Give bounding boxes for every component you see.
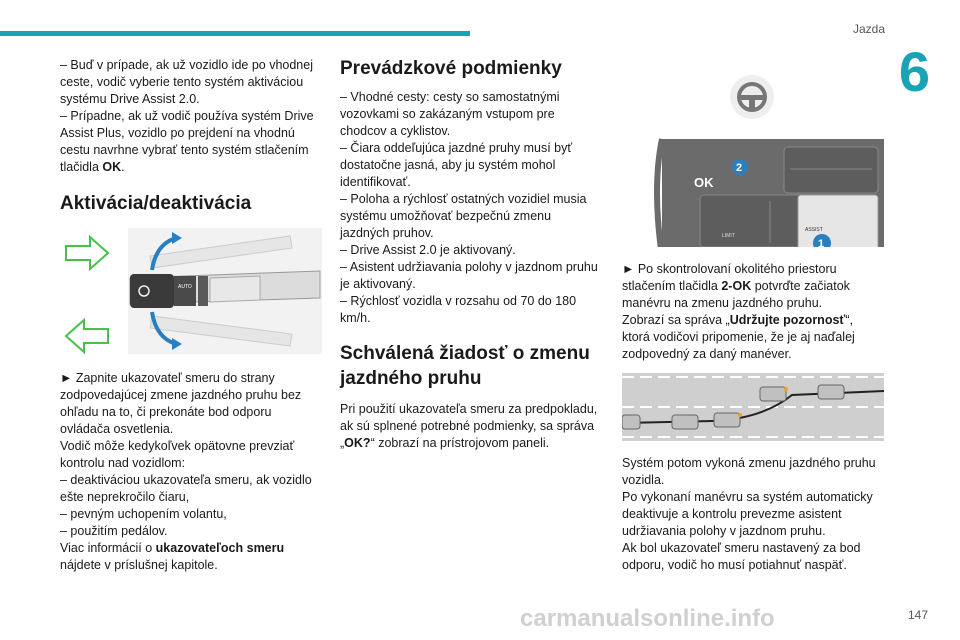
header-accent-bar xyxy=(0,31,470,36)
turn-signal-stalk-illustration xyxy=(60,226,322,356)
condition-5: – Asistent udržiavania polohy v jazdnom pruhu je aktivovaný. xyxy=(340,260,598,291)
attention-message: Zobrazí sa správa „Udržujte pozornosť“, ktorá vodičovi pripomenie, že je aj naďalej zodpovedný za daný manéver. xyxy=(622,313,855,361)
chapter-title: Jazda xyxy=(852,22,885,36)
column-middle xyxy=(340,57,602,452)
final-line-2: Po vykonaní manévru sa systém automaticky deaktivuje a kontrolu prevezme asistent udržiavania polohy v jazdnom pruhu. xyxy=(622,490,873,538)
steering-wheel-controls-illustration xyxy=(622,67,884,247)
ok-button-label: OK xyxy=(694,175,714,190)
page-number: 147 xyxy=(907,608,928,622)
lane-change-illustration xyxy=(622,373,884,441)
action-instruction: ► Zapnite ukazovateľ smeru do strany zodpovedajúcej zmene jazdného pruhu bez ohľadu na to, či prekonáte bod odporu ovládača osvetlenia. xyxy=(60,371,302,436)
intro-line-1: – Buď v prípade, ak už vozidlo ide po vhodnej ceste, vodič vyberie tento systém aktiváciou systému Drive Assist 2.0. xyxy=(60,58,313,106)
body-line-3: – pevným uchopením volantu, xyxy=(60,507,227,521)
svg-text:1: 1 xyxy=(818,238,825,247)
body-line-2: – deaktiváciou ukazovateľa smeru, ak vozidlo ešte neprekročilo čiaru, xyxy=(60,473,312,504)
heading-activation: Aktivácia/deaktivácia xyxy=(60,193,252,214)
column-left xyxy=(60,57,322,574)
heading-approved-request: Schválená žiadosť o zmenu jazdného pruhu xyxy=(340,343,590,389)
final-line-1: Systém potom vykoná zmenu jazdného pruhu vozidla. xyxy=(622,456,876,487)
arrow-right-icon xyxy=(66,237,108,269)
condition-6: – Rýchlosť vozidla v rozsahu od 70 do 180 km/h. xyxy=(340,294,577,325)
svg-text:LIMIT: LIMIT xyxy=(722,233,735,239)
body-line-4: – použitím pedálov. xyxy=(60,524,168,538)
control-panel-icon xyxy=(657,139,884,247)
intro-line-2: – Prípadne, ak už vodič používa systém Drive Assist Plus, vozidlo po prejdení na vhodnú cestu navrhne vybrať tento systém stlačením tlačidla OK. xyxy=(60,109,314,174)
condition-4: – Drive Assist 2.0 je aktivovaný. xyxy=(340,243,516,257)
body-line-1: Vodič môže kedykoľvek opätovne prevziať kontrolu nad vozidlom: xyxy=(60,439,295,470)
condition-1: – Vhodné cesty: cesty so samostatnými vozovkami so zakázaným vstupom pre chodcov a cyklistov. xyxy=(340,90,560,138)
arrow-left-icon xyxy=(66,320,108,352)
svg-text:AUTO: AUTO xyxy=(178,284,192,290)
footer-note: Viac informácií o ukazovateľoch smeru nájdete v príslušnej kapitole. xyxy=(60,541,285,572)
ok-label: OK xyxy=(102,160,122,174)
svg-text:2: 2 xyxy=(736,162,743,174)
chapter-number: 6 xyxy=(898,40,930,103)
watermark: carmanualsonline.info xyxy=(520,605,775,632)
steering-wheel-icon xyxy=(730,75,774,119)
condition-3: – Poloha a rýchlosť ostatných vozidiel musia systému umožňovať bezpečnú zmenu jazdných pruhov. xyxy=(340,192,587,240)
column-right xyxy=(622,57,884,574)
stalk-icon xyxy=(128,228,322,354)
final-line-3: Ak bol ukazovateľ smeru nastavený za bod odporu, vodič ho musí potiahnuť naspäť. xyxy=(622,541,861,572)
approved-body: Pri použití ukazovateľa smeru za predpokladu, ak sú splnené potrebné podmienky, sa správa „OK?“ zobrazí na prístrojovom paneli. xyxy=(340,402,598,450)
svg-text:ASSIST: ASSIST xyxy=(805,227,823,233)
heading-operating-conditions: Prevádzkové podmienky xyxy=(340,58,562,79)
confirm-instruction: ► Po skontrolovaní okolitého priestoru stlačením tlačidla 2-OK potvrďte začiatok manévru na zmenu jazdného pruhu. xyxy=(622,262,850,310)
condition-2: – Čiara oddeľujúca jazdné pruhy musí byť dostatočne jasná, aby ju systém mohol identifikovať. xyxy=(340,141,573,189)
